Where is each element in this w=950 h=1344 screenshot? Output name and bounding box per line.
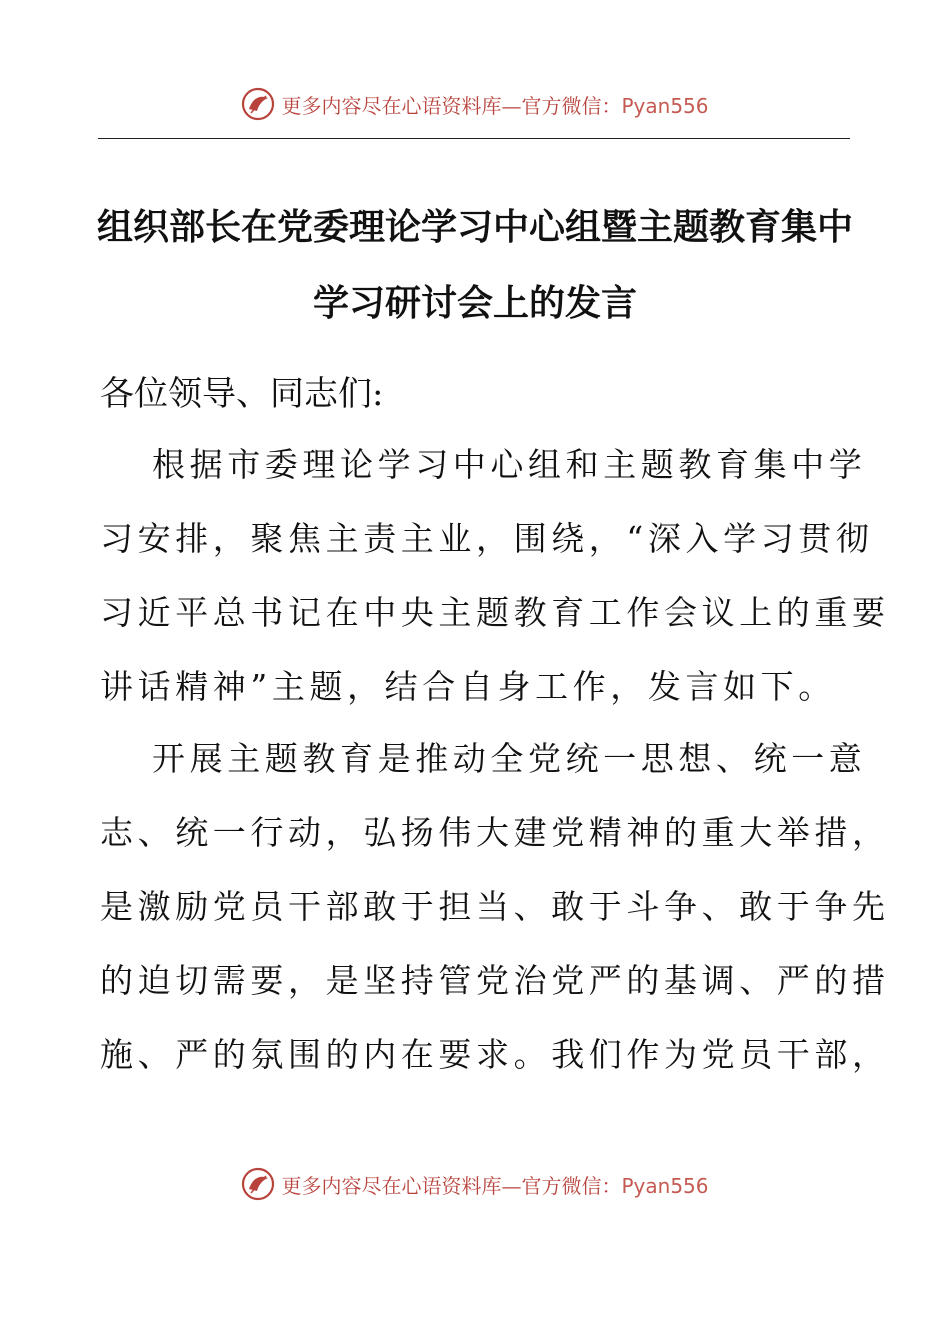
paragraph-1 bbox=[100, 428, 890, 724]
title-line: 组织部长在党委理论学习中心组暨主题教育集中 bbox=[96, 207, 853, 248]
document-title bbox=[90, 190, 860, 342]
paragraph-line: 习近平总书记在中央主题教育工作会议上的重要 bbox=[100, 593, 890, 632]
watermark-text: 更多内容尽在心语资料库—官方微信：Pyan556 bbox=[281, 93, 709, 118]
paragraph-line: 根据市委理论学习中心组和主题教育集中学 bbox=[152, 445, 867, 484]
logo-seal-icon bbox=[241, 1167, 275, 1201]
title-line: 学习研讨会上的发言 bbox=[312, 283, 637, 324]
paragraph-line: 习安排，聚焦主责主业，围绕，“深入学习贯彻 bbox=[100, 519, 874, 558]
wechat-id: Pyan556 bbox=[621, 93, 709, 118]
paragraph-line: 施、严的氛围的内在要求。我们作为党员干部， bbox=[100, 1035, 890, 1074]
header-divider bbox=[98, 138, 850, 139]
paragraph-2 bbox=[100, 722, 890, 1092]
paragraph-line: 的迫切需要，是坚持管党治党严的基调、严的措 bbox=[100, 961, 890, 1000]
footer-watermark bbox=[0, 1164, 950, 1204]
watermark-text: 更多内容尽在心语资料库—官方微信：Pyan556 bbox=[281, 1173, 709, 1198]
paragraph-line: 讲话精神”主题，结合自身工作，发言如下。 bbox=[100, 667, 836, 706]
paragraph-line: 志、统一行动，弘扬伟大建党精神的重大举措， bbox=[100, 813, 890, 852]
paragraph-line: 开展主题教育是推动全党统一思想、统一意 bbox=[152, 739, 867, 778]
wechat-id: Pyan556 bbox=[621, 1173, 709, 1198]
paragraph-line: 是激励党员干部敢于担当、敢于斗争、敢于争先 bbox=[100, 887, 890, 926]
greeting: 各位领导、同志们: bbox=[100, 374, 384, 414]
header-watermark bbox=[0, 84, 950, 124]
logo-seal-icon bbox=[241, 87, 275, 121]
